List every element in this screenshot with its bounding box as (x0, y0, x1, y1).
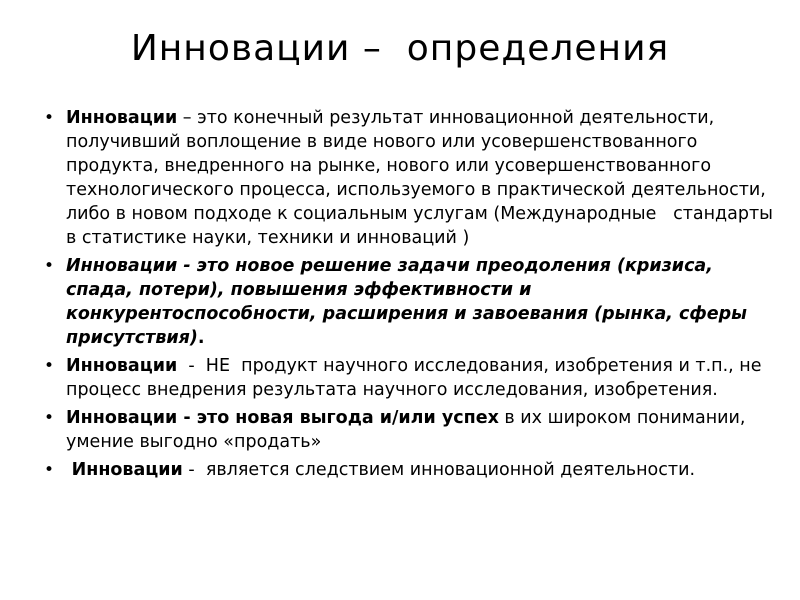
bullet-icon: • (44, 356, 55, 376)
list-item (44, 254, 784, 350)
definition-text: в их широком понимании, умение выгодно «продать» (66, 408, 752, 452)
definition-text: - НЕ продукт научного исследования, изобретения и т.п., не процесс внедрения результата научного исследования, изобретения. (66, 356, 768, 400)
slide-title: Инновации – определения (130, 28, 670, 69)
bullet-icon: • (44, 460, 55, 480)
definition-text: . (197, 328, 205, 348)
term-label: Инновации - это новое решение задачи преодоления (кризиса, спада, потери), повышения эффективности и конкурентоспособности, расширения и завоевания (рынка, сферы присутствия) (66, 256, 747, 348)
definition-text: - является следствием инновационной деятельности. (182, 460, 696, 480)
term-label: Инновации (66, 108, 178, 128)
bullet-icon: • (44, 108, 55, 128)
definition-text: – это конечный результат инновационной деятельности, получивший воплощение в виде нового или усовершенствованного продукта, внедренного на рынке, нового или усовершенствованного технологического процесса, используемого в практической деятельности, либо в новом подходе к социальным услугам (Международные стандарты в статистике науки, техники и инноваций ) (66, 108, 785, 248)
bullet-icon: • (44, 408, 55, 428)
term-label: Инновации (66, 356, 178, 376)
list-item (44, 106, 784, 250)
term-label: Инновации - это новая выгода и/или успех (66, 408, 499, 428)
term-label: Инновации (71, 460, 183, 480)
list-item (44, 406, 784, 454)
definition-list (44, 106, 784, 486)
list-item (44, 354, 784, 402)
bullet-icon: • (44, 256, 55, 276)
list-item (44, 458, 784, 482)
